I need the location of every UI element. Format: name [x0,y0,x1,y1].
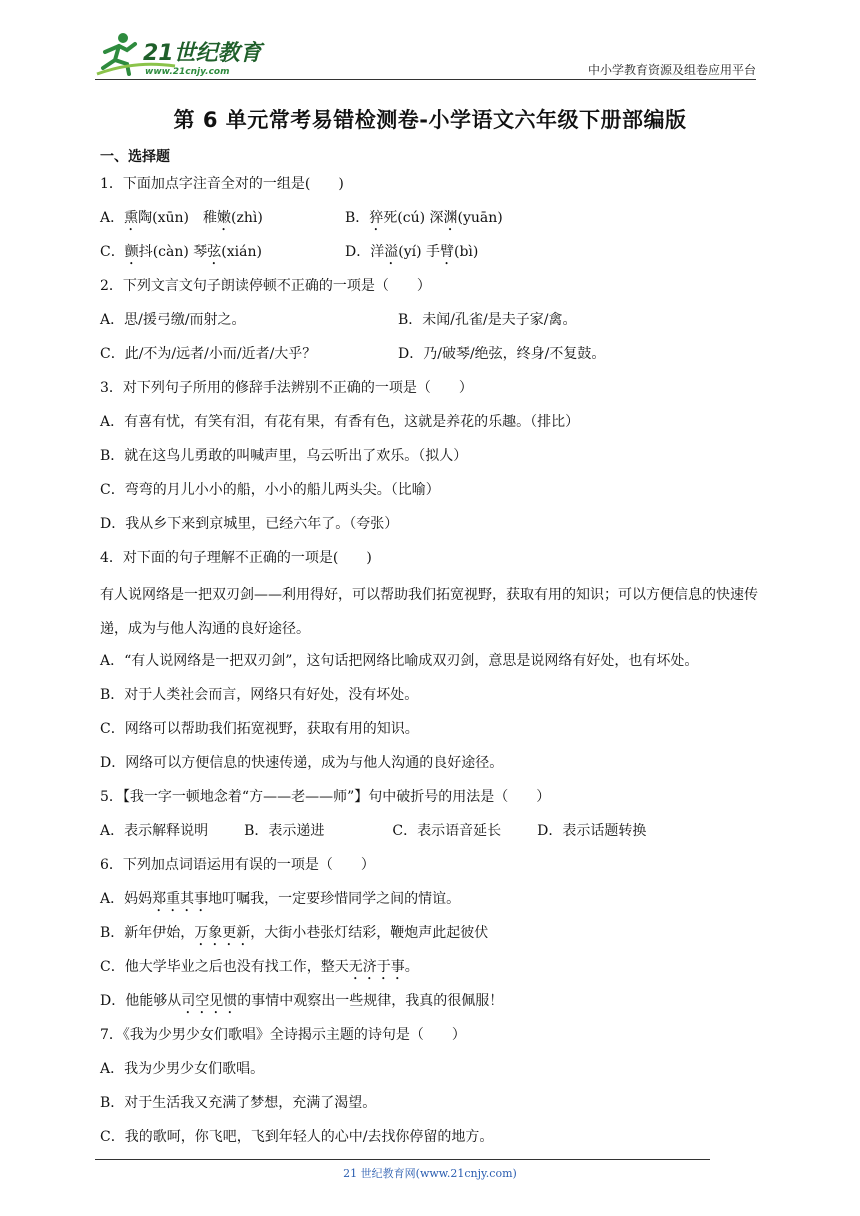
q6-option-d: D．他能够从司空见惯的事情中观察出一些规律，我真的很佩服！ [100,993,504,1009]
question-2-options-ab [100,306,765,340]
header-divider [95,79,756,80]
q3-option-c: C．弯弯的月儿小小的船，小小的船儿两头尖。（比喻） [100,482,440,498]
logo-text: 21世纪教育 [143,41,262,66]
q5-option-d: D．表示话题转换 [537,823,647,839]
question-4-stem: 4．对下面的句子理解不正确的一项是( ) [100,550,372,566]
q7-option-b: B．对于生活我又充满了梦想，充满了渴望。 [100,1095,377,1111]
q4-passage: 有人说网络是一把双刃剑——利用得好，可以帮助我们拓宽视野，获取有用的知识；可以方便信息的快速传递，成为与他人沟通的良好途径。 [100,587,758,637]
question-6-stem: 6．下列加点词语运用有误的一项是（ ） [100,857,375,873]
q1-option-d: D．洋溢(yí) 手臂(bì) [345,244,479,260]
page-header [0,0,860,82]
question-1-options-cd [100,238,765,272]
question-7-stem: 7．《我为少男少女们歌唱》全诗揭示主题的诗句是（ ） [100,1027,466,1043]
q5-option-a: A．表示解释说明 [100,823,209,839]
q6-option-b: B．新年伊始，万象更新，大街小巷张灯结彩，鞭炮声此起彼伏 [100,925,489,941]
q1-option-b: B．猝死(cú) 深渊(yuān) [345,210,503,226]
q1-option-c: C．颤抖(càn) 琴弦(xián) [100,244,262,260]
q1-option-a: A．熏陶(xūn) 稚嫩(zhì) [100,210,263,226]
question-1-stem: 1．下面加点字注音全对的一组是( ) [100,176,344,192]
q2-option-c: C．此/不为/远者/小而/近者/大乎？ [100,346,317,362]
q3-option-b: B．就在这鸟儿勇敢的叫喊声里，乌云听出了欢乐。（拟人） [100,448,468,464]
q3-option-a: A．有喜有忧，有笑有泪，有花有果，有香有色，这就是养花的乐趣。（排比） [100,414,580,430]
q7-option-a: A．我为少男少女们歌唱。 [100,1061,265,1077]
question-2-stem: 2．下列文言文句子朗读停顿不正确的一项是（ ） [100,278,431,294]
logo-url: www.21cnjy.com [145,67,230,77]
question-3-stem: 3．对下列句子所用的修辞手法辨别不正确的一项是（ ） [100,380,473,396]
q2-option-a: A．思/援弓缴/而射之。 [100,312,246,328]
section-heading: 一、选择题 [100,149,170,165]
q5-option-c: C．表示语音延长 [392,823,502,839]
site-logo [95,30,265,80]
q4-option-a: A．“有人说网络是一把双刃剑”，这句话把网络比喻成双刃剑，意思是说网络有好处，也有坏处。 [100,653,699,669]
page-title: 第 6 单元常考易错检测卷-小学语文六年级下册部编版 [173,108,687,132]
question-5-stem: 5．【我一字一顿地念着“方——老——师”】句中破折号的用法是（ ） [100,789,551,805]
question-2-options-cd [100,340,765,374]
q7-option-c: C．我的歌呵，你飞吧，飞到年轻人的心中/去找你停留的地方。 [100,1129,494,1145]
q2-option-b: B．未闻/孔雀/是夫子家/禽。 [398,312,577,328]
q4-option-b: B．对于人类社会而言，网络只有好处，没有坏处。 [100,687,419,703]
q2-option-d: D．乃/破琴/绝弦，终身/不复鼓。 [398,346,606,362]
page-footer: 21 世纪教育网(www.21cnjy.com) [343,1167,517,1180]
q6-option-a: A．妈妈郑重其事地叮嘱我，一定要珍惜同学之间的情谊。 [100,891,461,907]
footer-divider [95,1159,710,1160]
question-5-options [100,817,765,851]
q5-option-b: B．表示递进 [244,823,325,839]
q6-option-c: C．他大学毕业之后也没有找工作，整天无济于事。 [100,959,419,975]
q3-option-d: D．我从乡下来到京城里，已经六年了。（夸张） [100,516,399,532]
question-list [100,170,765,1157]
question-1-options-ab [100,204,765,238]
header-platform-text: 中小学教育资源及组卷应用平台 [587,63,756,77]
q4-option-d: D．网络可以方便信息的快速传递，成为与他人沟通的良好途径。 [100,755,504,771]
q4-option-c: C．网络可以帮助我们拓宽视野，获取有用的知识。 [100,721,419,737]
